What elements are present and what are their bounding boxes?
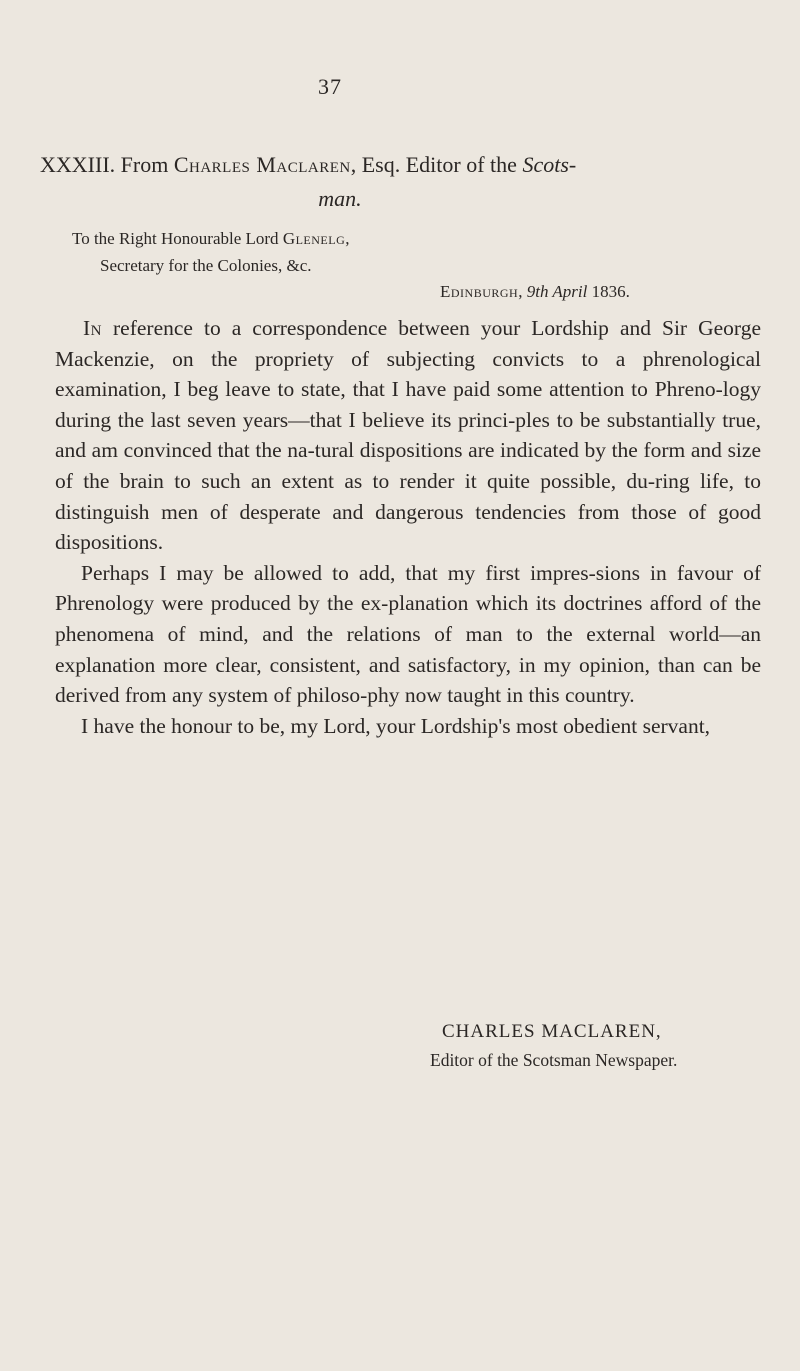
dateline-date: 9th April: [526, 282, 588, 301]
heading-middle: , Esq. Editor of the: [350, 152, 523, 177]
addressee-block: [72, 225, 762, 279]
page-number: 37: [318, 74, 342, 99]
signature-block: [430, 1018, 678, 1074]
addressee-name: Glenelg: [282, 229, 346, 248]
letter-body: [55, 313, 761, 741]
paragraph-lead-word: In: [83, 316, 102, 340]
paragraph-1-text: reference to a correspondence between your Lordship and Sir George Mackenzie, on the propriety of subjecting convicts to a phrenological examination, I beg leave to state, that I have paid some attention to Phreno-logy during the last seven years—that I believe its princi-ples to be substantially true, and am convinced that the na-tural dispositions are indicated by the form and size of the brain to such an extent as to render it quite possible, du-ring life, to distinguish men of desperate and dangerous tendencies from those of good dispositions.: [55, 316, 761, 555]
heading-publication-continued: man.: [318, 186, 362, 211]
letter-paragraph-3: I have the honour to be, my Lord, your Lordship's most obedient servant,: [81, 713, 711, 738]
dateline-separator: ,: [518, 282, 527, 301]
addressee-line1-prefix: To the Right Honourable Lord: [72, 229, 283, 248]
addressee-line2: Secretary for the Colonies, &c.: [100, 256, 312, 275]
addressee-line1-suffix: ,: [345, 229, 350, 248]
heading-publication: Scots-: [522, 152, 577, 177]
letter-heading: [40, 148, 770, 216]
letter-paragraph-2: Perhaps I may be allowed to add, that my first impres-sions in favour of Phrenology were produced by the ex-planation which its doctrines afford of the phenomena of mind, and the relations of man to the external world—an explanation more clear, consistent, and satisfactory, in my opinion, than can be derived from any system of philoso-phy now taught in this country.: [55, 560, 761, 708]
heading-author: Charles Maclaren: [173, 152, 351, 177]
signature-title: Editor of the Scotsman Newspaper.: [430, 1050, 678, 1070]
signature-name: CHARLES MACLAREN,: [442, 1021, 662, 1042]
letter-paragraph-1: [55, 313, 761, 558]
dateline: [440, 282, 630, 302]
dateline-place: Edinburgh: [440, 282, 519, 301]
heading-prefix: XXXIII. From: [40, 152, 174, 177]
dateline-year: 1836.: [587, 282, 630, 301]
